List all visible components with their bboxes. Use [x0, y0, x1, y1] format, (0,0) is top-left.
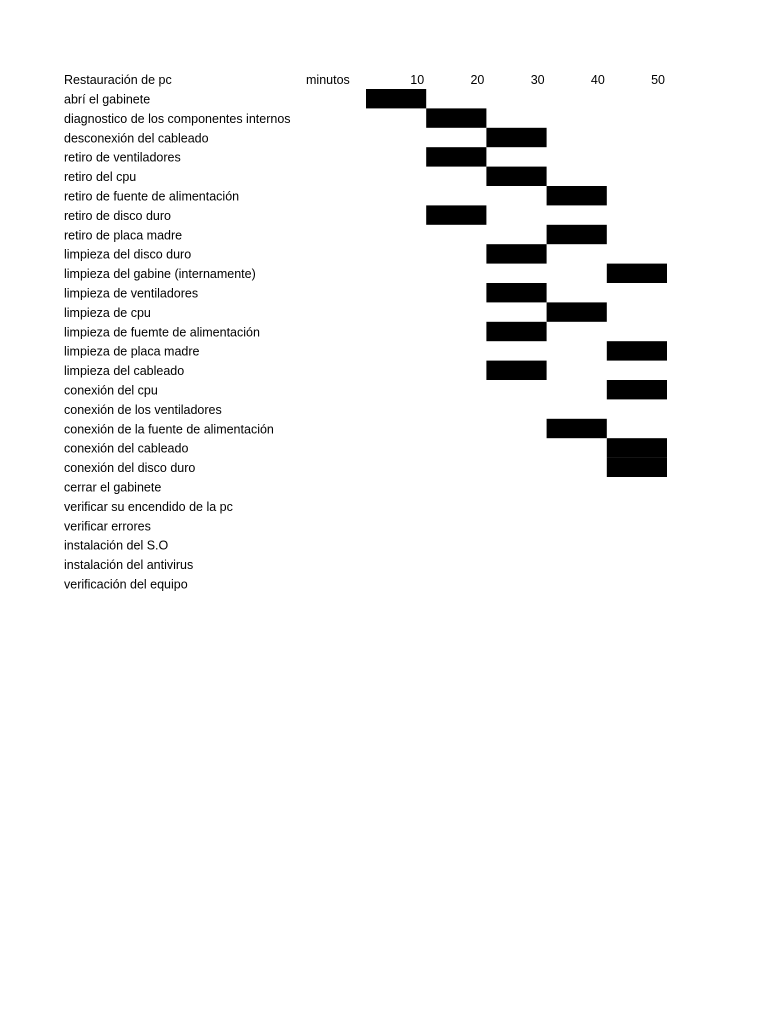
task-label: verificar su encendido de la pc [64, 499, 233, 514]
task-bar [486, 283, 546, 302]
task-bar [607, 438, 667, 457]
task-bar [547, 419, 607, 438]
task-bar [486, 244, 546, 263]
x-tick-labels [410, 73, 665, 87]
task-label: limpieza de fuemte de alimentación [64, 325, 260, 340]
task-bar [547, 225, 607, 244]
task-label: conexión de la fuente de alimentación [64, 422, 274, 437]
task-label: retiro de placa madre [64, 228, 183, 243]
task-bar [607, 458, 667, 477]
task-bar [366, 89, 426, 108]
task-bar [547, 186, 607, 205]
x-tick-label: 10 [410, 73, 425, 87]
task-label: limpieza de placa madre [64, 344, 200, 359]
x-tick-label: 20 [470, 73, 485, 87]
task-bar [426, 147, 486, 166]
task-label: limpieza del cableado [64, 364, 185, 379]
x-tick-label: 40 [590, 73, 605, 87]
task-label: conexión del cpu [64, 383, 158, 398]
task-label: limpieza del gabine (internamente) [64, 267, 256, 282]
task-label: desconexión del cableado [64, 131, 209, 146]
task-bar [607, 264, 667, 283]
task-bar [426, 108, 486, 127]
task-label: conexión del disco duro [64, 461, 196, 476]
task-bar [486, 322, 546, 341]
task-label: retiro de disco duro [64, 208, 172, 223]
task-label: verificar errores [64, 519, 151, 534]
task-bar [486, 128, 546, 147]
chart-title: Restauración de pc [64, 73, 172, 87]
x-tick-label: 30 [530, 73, 545, 87]
task-label: cerrar el gabinete [64, 480, 162, 495]
task-label: verificación del equipo [64, 577, 188, 592]
task-bar [486, 361, 546, 380]
task-bar [547, 302, 607, 321]
task-label: instalación del antivirus [64, 558, 194, 573]
task-bar [607, 380, 667, 399]
task-label: limpieza de ventiladores [64, 286, 199, 301]
task-label: abrí el gabinete [64, 92, 151, 107]
header-row [64, 73, 665, 87]
x-tick-label: 50 [651, 73, 665, 87]
task-label: conexión del cableado [64, 441, 189, 456]
task-label: instalación del S.O [64, 538, 169, 553]
task-labels [64, 93, 291, 592]
task-label: retiro de fuente de alimentación [64, 189, 240, 204]
task-label: conexión de los ventiladores [64, 402, 222, 417]
x-axis-label: minutos [306, 73, 350, 87]
task-label: diagnostico de los componentes internos [64, 111, 291, 126]
task-label: retiro del cpu [64, 170, 137, 185]
task-bar [426, 205, 486, 224]
task-bars [366, 89, 667, 477]
task-label: retiro de ventiladores [64, 150, 181, 165]
task-bar [486, 167, 546, 186]
task-label: limpieza del disco duro [64, 247, 192, 262]
task-label: limpieza de cpu [64, 305, 151, 320]
task-bar [607, 341, 667, 360]
